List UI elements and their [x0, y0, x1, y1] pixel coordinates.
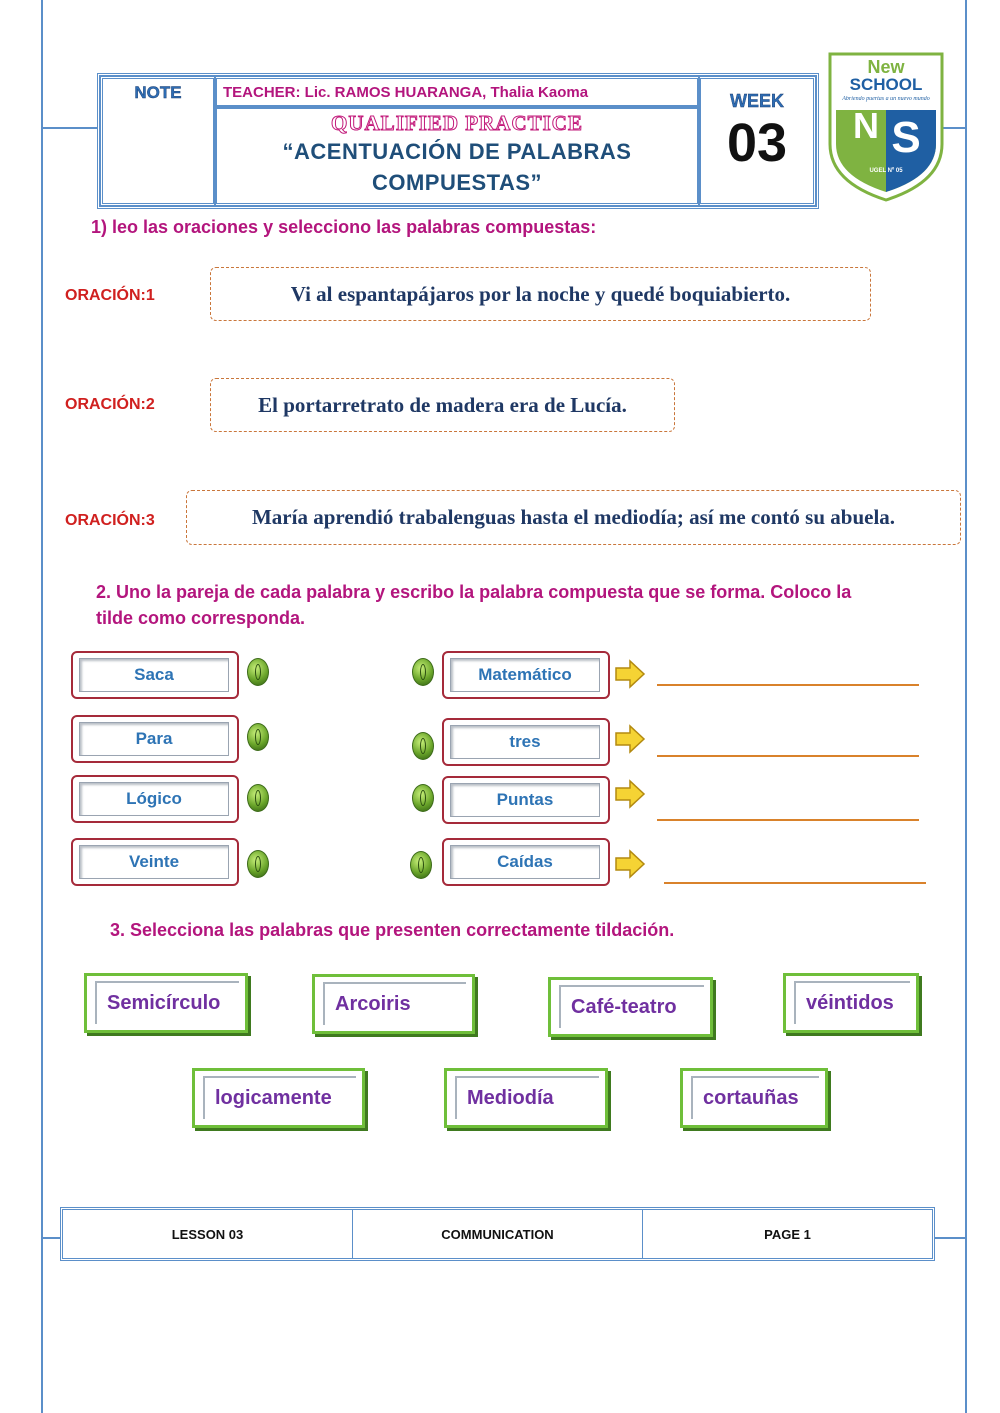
- right-word-box[interactable]: [442, 718, 610, 766]
- word-option-label: Café-teatro: [559, 985, 704, 1028]
- teacher-name: TEACHER: Lic. RAMOS HUARANGA, Thalia Kaoma: [223, 84, 589, 101]
- sentence3-label: ORACIÓN:3: [65, 512, 155, 529]
- sentence3-box[interactable]: María aprendió trabalenguas hasta el mediodía; así me contó su abuela.: [186, 490, 961, 545]
- qualified-practice-heading: QUALIFIED PRACTICE: [331, 111, 583, 135]
- title-cell: [214, 106, 700, 206]
- week-cell: [698, 76, 816, 206]
- word-option[interactable]: [192, 1068, 365, 1128]
- week-number: 03: [726, 113, 788, 173]
- left-word-label: Lógico: [79, 782, 229, 816]
- left-word-box[interactable]: [71, 715, 239, 763]
- left-connector-dot[interactable]: [247, 850, 269, 878]
- section3-instruction: 3. Selecciona las palabras que presenten correctamente tildación.: [110, 920, 675, 940]
- word-option-label: Semicírculo: [95, 981, 239, 1024]
- right-word-box[interactable]: [442, 838, 610, 886]
- arrow-right-icon: [614, 778, 646, 810]
- right-connector-dot[interactable]: [410, 851, 432, 879]
- word-option[interactable]: [783, 973, 919, 1033]
- week-label: WEEK: [730, 91, 784, 111]
- right-word-label: tres: [450, 725, 600, 759]
- frame-footer-left-tick: [41, 1237, 61, 1239]
- word-option[interactable]: [548, 977, 713, 1037]
- left-word-label: Saca: [79, 658, 229, 692]
- sentence2-box[interactable]: El portarretrato de madera era de Lucía.: [210, 378, 675, 432]
- svg-text:S: S: [891, 113, 921, 162]
- answer-line[interactable]: [657, 819, 919, 821]
- sentence1-label: ORACIÓN:1: [65, 287, 155, 304]
- arrow-right-icon: [614, 658, 646, 690]
- word-option[interactable]: [312, 974, 475, 1034]
- section2-instruction: [96, 579, 851, 631]
- word-option[interactable]: [84, 973, 248, 1033]
- left-connector-dot[interactable]: [247, 723, 269, 751]
- left-word-box[interactable]: [71, 838, 239, 886]
- logo-name-bottom: SCHOOL: [849, 75, 923, 94]
- right-connector-dot[interactable]: [412, 658, 434, 686]
- section1-instruction: 1) leo las oraciones y selecciono las palabras compuestas:: [91, 217, 597, 237]
- word-option-label: cortauñas: [691, 1076, 819, 1119]
- frame-right-line: [965, 0, 967, 1413]
- note-cell: [100, 76, 216, 206]
- left-connector-dot[interactable]: [247, 658, 269, 686]
- word-option-label: véintidos: [794, 981, 910, 1024]
- right-connector-dot[interactable]: [412, 732, 434, 760]
- arrow-right-icon: [614, 723, 646, 755]
- svg-text:N: N: [853, 105, 879, 146]
- page-title: [217, 136, 697, 198]
- right-word-box[interactable]: [442, 776, 610, 824]
- left-word-box[interactable]: [71, 651, 239, 699]
- footer-lesson: LESSON 03: [171, 1226, 244, 1242]
- header-table: [97, 73, 819, 209]
- answer-line[interactable]: [657, 755, 919, 757]
- frame-right-tick: [940, 127, 967, 129]
- left-word-label: Veinte: [79, 845, 229, 879]
- teacher-cell: [214, 76, 700, 108]
- footer-subject: COMMUNICATION: [352, 1210, 642, 1258]
- right-word-label: Puntas: [450, 783, 600, 817]
- section2-instruction-line2: tilde como corresponda.: [96, 608, 306, 628]
- answer-line[interactable]: [664, 882, 926, 884]
- note-label: NOTE: [134, 83, 182, 102]
- frame-left-tick: [41, 127, 97, 129]
- sentence1-box[interactable]: Vi al espantapájaros por la noche y quedé boquiabierto.: [210, 267, 871, 321]
- word-option[interactable]: [680, 1068, 828, 1128]
- frame-left-line: [41, 0, 43, 1413]
- footer-page: PAGE 1: [642, 1210, 932, 1258]
- answer-line[interactable]: [657, 684, 919, 686]
- left-word-box[interactable]: [71, 775, 239, 823]
- right-word-box[interactable]: [442, 651, 610, 699]
- logo-name-top: New: [867, 57, 905, 77]
- school-logo: [828, 52, 944, 202]
- right-connector-dot[interactable]: [412, 784, 434, 812]
- sentence2-label: ORACIÓN:2: [65, 396, 155, 413]
- right-word-label: Caídas: [450, 845, 600, 879]
- word-option[interactable]: [444, 1068, 608, 1128]
- arrow-right-icon: [614, 848, 646, 880]
- section2-instruction-line1: 2. Uno la pareja de cada palabra y escribo la palabra compuesta que se forma. Coloco la: [96, 582, 852, 602]
- word-option-label: logicamente: [203, 1076, 356, 1119]
- logo-ugel: UGEL Nº 05: [869, 168, 903, 174]
- left-word-label: Para: [79, 722, 229, 756]
- page-footer: [60, 1207, 935, 1261]
- page-title-line2: COMPUESTAS”: [371, 170, 543, 195]
- logo-slogan: Abriendo puertas a un nuevo mundo: [842, 96, 930, 102]
- word-option-label: Arcoiris: [323, 982, 466, 1025]
- frame-footer-right-tick: [934, 1237, 967, 1239]
- word-option-label: Mediodía: [455, 1076, 599, 1119]
- right-word-label: Matemático: [450, 658, 600, 692]
- page-title-line1: “ACENTUACIÓN DE PALABRAS: [282, 139, 632, 164]
- left-connector-dot[interactable]: [247, 784, 269, 812]
